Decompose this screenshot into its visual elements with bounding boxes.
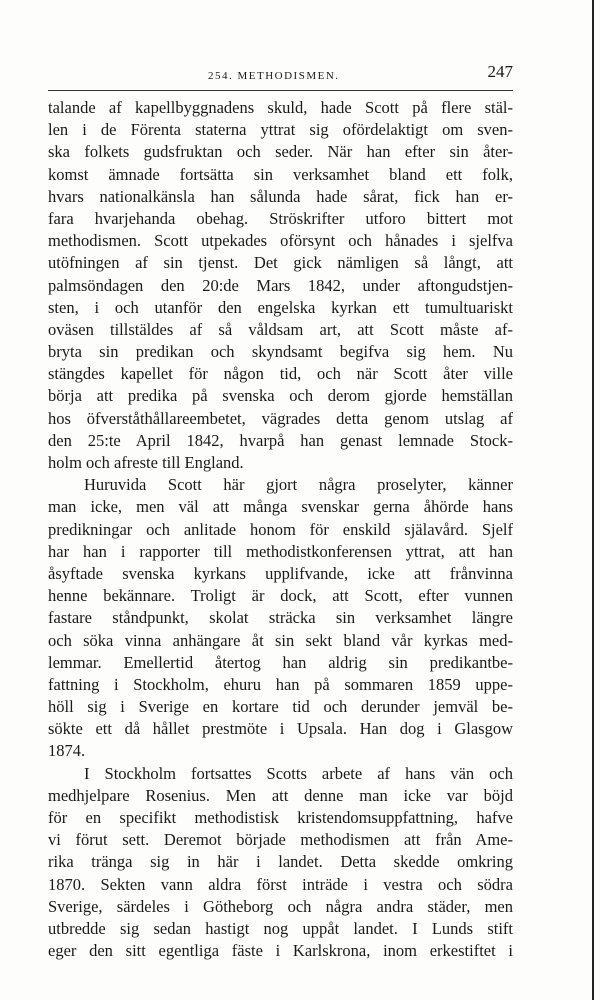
text-line: för en specifikt methodistisk kristendomsuppfattning, hafve <box>48 808 513 827</box>
text-line: börja att predika på svenska och derom gjorde hemställan <box>48 386 513 406</box>
paragraph-2 <box>48 474 513 762</box>
text-line: fattning i Stockholm, ehuru han på sommaren 1859 uppe- <box>48 674 513 694</box>
page-number: 247 <box>487 62 513 81</box>
text-line: eger den sitt egentliga fäste i Karlskrona, inom erkestiftet i <box>48 941 513 961</box>
text-line: och söka vinna anhängare åt sin sekt bland vår kyrkas med- <box>48 630 513 650</box>
text-line: utbredde sig sedan hastigt nog uppåt landet. I Lunds stift <box>48 918 513 938</box>
text-line: sökte ett då hållet prestmöte i Upsala. Han dog i Glasgow <box>48 719 513 739</box>
text-line: henne bekännare. Troligt är dock, att Scott, efter vunnen <box>48 586 513 606</box>
running-head: 254. METHODISMEN. <box>208 70 340 82</box>
text-line: medhjelpare Rosenius. Men att denne man icke var böjd <box>48 785 513 805</box>
text-line: har han i rapporter till methodistkonferensen yttrat, att han <box>48 541 513 561</box>
text-line: talande af kapellbyggnadens skuld, hade Scott på flere stäl- <box>48 98 513 117</box>
text-line: 1870. Sekten vann aldra först inträde i vestra och södra <box>48 874 513 894</box>
text-line: oväsen tillstäldes af så våldsam art, att Scott måste af- <box>48 319 513 339</box>
text-line: höll sig i Sverige en kortare tid och derunder jemväl be- <box>48 697 513 717</box>
text-line: lemmar. Emellertid återtog han aldrig sin predikantbe- <box>48 652 513 672</box>
text-line: sten, i och utanför den engelska kyrkan ett tumultuariskt <box>48 297 513 317</box>
paragraph-1 <box>48 97 513 474</box>
text-line: 1874. <box>48 741 86 761</box>
text-line: fastare ståndpunkt, skolat sträcka sin verksamhet längre <box>48 608 513 628</box>
paragraph-3 <box>48 763 513 963</box>
text-line: hvars nationalkänsla han sålunda hade sårat, fick han er- <box>48 186 513 206</box>
text-line: palmsöndagen den 20:de Mars 1842, under aftongudstjen- <box>48 275 513 295</box>
scan-edge-shadow <box>592 0 594 1000</box>
text-line: predikningar och anlitade honom för enskild själavård. Sjelf <box>48 519 513 539</box>
text-line: den 25:te April 1842, hvarpå han genast lemnade Stock- <box>48 430 513 450</box>
text-line: len i de Förenta staterna yttrat sig ofördelaktigt om sven- <box>48 120 513 140</box>
text-line: komst ämnade fortsätta sin verksamhet bland ett folk, <box>48 164 513 184</box>
body-text <box>48 97 513 962</box>
text-line: stängdes kapellet för någon tid, och när Scott åter ville <box>48 364 513 384</box>
text-line: holm och afreste till England. <box>48 453 244 472</box>
text-line: åsyftade svenska kyrkans upplifvande, icke att frånvinna <box>48 563 513 583</box>
text-line: vi förut sett. Deremot började methodismen att från Ame- <box>48 830 513 850</box>
header-rule <box>48 90 513 91</box>
text-line: Huruvida Scott här gjort några proselyter, känner <box>84 475 513 495</box>
text-line: ska folkets gudsfruktan och seder. När han efter sin åter- <box>48 142 513 162</box>
text-line: fara hvarjehanda obehag. Ströskrifter utforo bittert mot <box>48 208 513 228</box>
text-line: bryta sin predikan och skyndsamt begifva sig hem. Nu <box>48 342 513 362</box>
text-line: Sverige, särdeles i Götheborg och några andra städer, men <box>48 896 513 916</box>
text-line: methodismen. Scott utpekades oförsynt och hånades i sjelfva <box>48 231 513 251</box>
text-line: hos öfverståthållareembetet, vägrades detta genom utslag af <box>48 408 513 428</box>
page-header <box>48 62 513 86</box>
text-line: rika tränga sig in här i landet. Detta skedde omkring <box>48 852 513 872</box>
text-line: I Stockholm fortsattes Scotts arbete af hans vän och <box>84 763 513 783</box>
text-line: utöfningen af sin tjenst. Det gick nämligen så långt, att <box>48 253 513 273</box>
text-line: man icke, men väl att många svenskar gerna åhörde hans <box>48 497 513 517</box>
